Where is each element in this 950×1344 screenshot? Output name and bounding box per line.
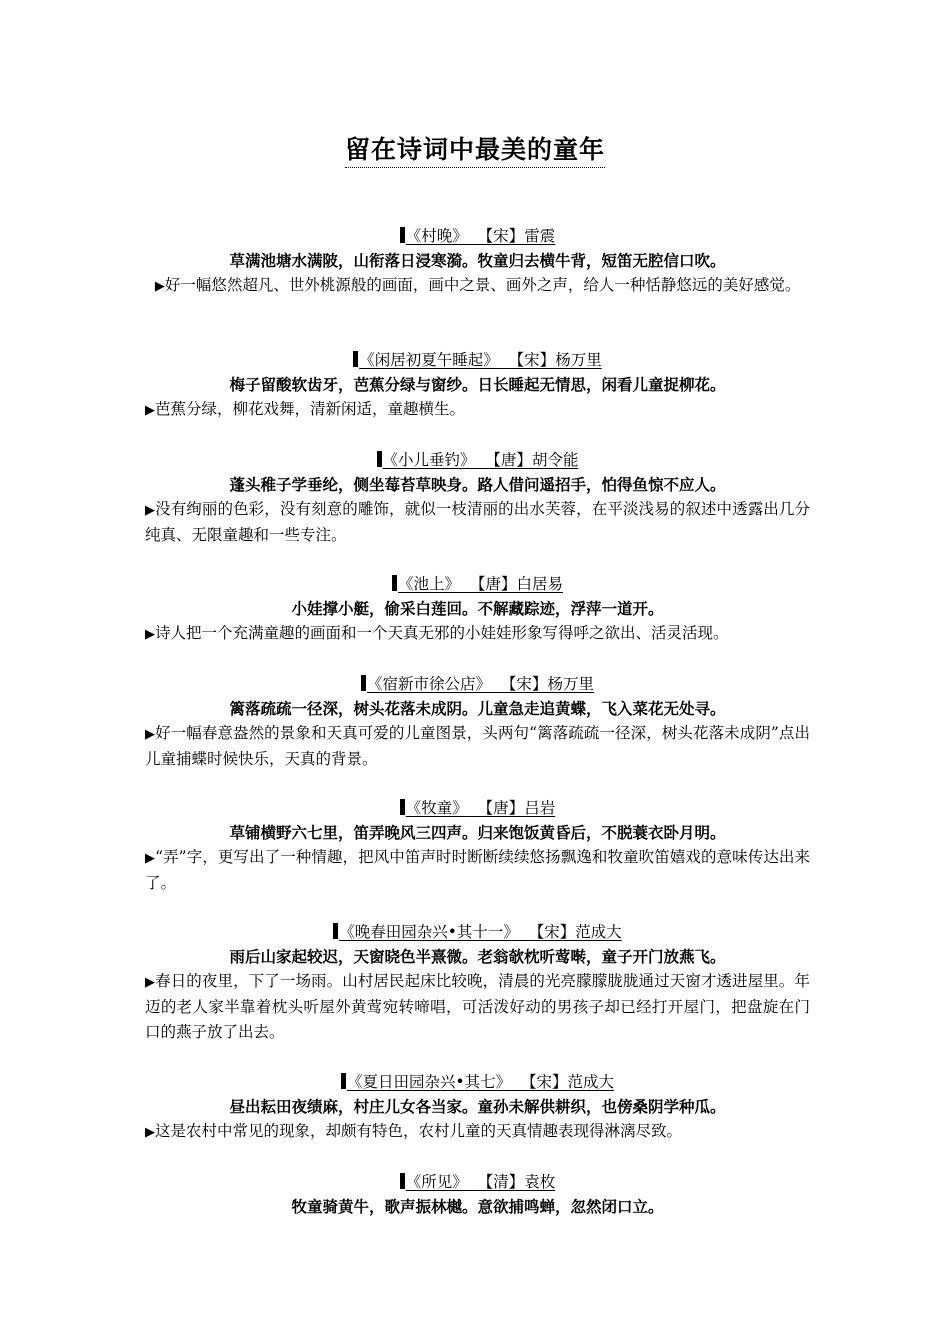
poem-heading bbox=[145, 672, 810, 696]
poem-comment bbox=[145, 273, 810, 299]
heading-bar-icon bbox=[400, 799, 405, 815]
triangle-bullet-icon: ▶ bbox=[145, 403, 155, 418]
poem-title: 《池上》 bbox=[398, 575, 461, 593]
poem-title: 《宿新市徐公店》 bbox=[367, 675, 492, 693]
poem-title: 《小儿垂钓》 bbox=[382, 451, 476, 469]
heading-bar-icon bbox=[400, 1173, 405, 1189]
poem-block bbox=[145, 572, 810, 647]
triangle-bullet-icon: ▶ bbox=[145, 627, 155, 642]
poem-author: 吕岩 bbox=[524, 799, 556, 817]
document-title-text: 留在诗词中最美的童年 bbox=[345, 135, 605, 168]
poem-verse: 雨后山家起较迟，天窗晓色半熹微。老翁欹枕听莺啭，童子开门放燕飞。 bbox=[229, 947, 726, 966]
poem-comment-text: “弄”字，更写出了一种情趣，把风中笛声时时断断续续悠扬飘逸和牧童吹笛嬉戏的意味传达出来了。 bbox=[145, 848, 811, 892]
poem-author: 杨万里 bbox=[547, 675, 594, 693]
triangle-bullet-icon: ▶ bbox=[145, 851, 156, 866]
poem-author: 雷震 bbox=[524, 227, 556, 245]
poem-verse: 昼出耘田夜绩麻，村庄儿女各当家。童孙未解供耕织，也傍桑阴学种瓜。 bbox=[229, 1097, 726, 1116]
poem-heading bbox=[145, 572, 810, 596]
poem-dynasty: 【宋】 bbox=[520, 1073, 568, 1091]
poem-dynasty: 【清】 bbox=[477, 1173, 525, 1191]
poem-dynasty: 【宋】 bbox=[500, 675, 548, 693]
poem-block bbox=[145, 672, 810, 772]
poem-block bbox=[145, 448, 810, 548]
poem-dynasty: 【宋】 bbox=[528, 923, 576, 941]
poem-comment bbox=[145, 969, 810, 1045]
poem-verse: 草铺横野六七里，笛弄晚风三四声。归来饱饭黄昏后，不脱蓑衣卧月明。 bbox=[229, 823, 726, 842]
poem-verse: 梅子留酸软齿牙，芭蕉分绿与窗纱。日长睡起无情思，闲看儿童捉柳花。 bbox=[229, 375, 726, 394]
poem-comment-text: 春日的夜里，下了一场雨。山村居民起床比较晚，清晨的光亮朦朦胧胧通过天窗才透进屋里。年迈的老人家半靠着枕头听屋外黄莺宛转啼唱，可活泼好动的男孩子却已经打开屋门，把盘旋在门口的燕子放了出去。 bbox=[145, 972, 810, 1041]
poem-author: 范成大 bbox=[567, 1073, 615, 1091]
poem-verse: 草满池塘水满陂，山衔落日浸寒漪。牧童归去横牛背，短笛无腔信口吹。 bbox=[229, 251, 726, 270]
heading-bar-icon bbox=[341, 1073, 346, 1089]
poem-heading bbox=[145, 224, 810, 248]
poem-comment bbox=[145, 1119, 810, 1145]
poem-verse: 蓬头稚子学垂纶，侧坐莓苔草映身。路人借问遥招手，怕得鱼惊不应人。 bbox=[229, 475, 726, 494]
poem-verse: 牧童骑黄牛，歌声振林樾。意欲捕鸣蝉，忽然闭口立。 bbox=[291, 1197, 664, 1216]
triangle-bullet-icon: ▶ bbox=[145, 1125, 155, 1140]
poem-heading bbox=[145, 920, 810, 944]
poem-comment bbox=[145, 621, 810, 647]
poem-dynasty: 【唐】 bbox=[485, 451, 532, 469]
poem-verse: 篱落疏疏一径深，树头花落未成阴。儿童急走追黄蝶，飞入菜花无处寻。 bbox=[229, 699, 726, 718]
poem-author: 白居易 bbox=[516, 575, 563, 593]
heading-bar-icon bbox=[333, 923, 338, 939]
poem-comment-text: 好一幅春意盎然的景象和天真可爱的儿童图景，头两句“篱落疏疏一径深，树头花落未成阴”点出儿童捕蝶时候快乐，天真的背景。 bbox=[145, 724, 811, 768]
poem-comment bbox=[145, 497, 810, 548]
poem-author: 范成大 bbox=[575, 923, 622, 941]
poem-heading bbox=[145, 1070, 810, 1094]
poem-author: 杨万里 bbox=[555, 351, 602, 369]
poem-comment-text: 芭蕉分绿，柳花戏舞，清新闲适，童趣横生。 bbox=[155, 400, 466, 418]
poem-heading bbox=[145, 1170, 810, 1194]
poem-heading bbox=[145, 348, 810, 372]
poem-comment bbox=[145, 721, 810, 772]
poem-title: 《村晚》 bbox=[405, 227, 468, 245]
poem-author: 胡令能 bbox=[531, 451, 579, 469]
triangle-bullet-icon: ▶ bbox=[145, 503, 156, 518]
poem-comment-text: 好一幅悠然超凡、世外桃源般的画面，画中之景、画外之声，给人一种恬静悠远的美好感觉。 bbox=[164, 276, 801, 294]
poem-comment bbox=[145, 845, 810, 896]
poem-comment-text: 没有绚丽的色彩，没有刻意的雕饰，就似一枝清丽的出水芙蓉，在平淡浅易的叙述中透露出几分纯真、无限童趣和一些专注。 bbox=[145, 500, 810, 544]
triangle-bullet-icon: ▶ bbox=[154, 279, 165, 294]
poem-title: 《晚春田园杂兴•其十一》 bbox=[339, 923, 519, 941]
poem-dynasty: 【宋】 bbox=[477, 227, 525, 245]
heading-bar-icon bbox=[353, 351, 358, 367]
document-title bbox=[0, 130, 950, 166]
triangle-bullet-icon: ▶ bbox=[145, 727, 156, 742]
poem-author: 袁枚 bbox=[524, 1173, 556, 1191]
heading-bar-icon bbox=[361, 675, 366, 691]
poem-title: 《闲居初夏午睡起》 bbox=[359, 351, 499, 369]
poem-dynasty: 【唐】 bbox=[477, 799, 525, 817]
heading-bar-icon bbox=[400, 227, 405, 243]
poem-block bbox=[145, 920, 810, 1045]
poem-block bbox=[145, 796, 810, 896]
poem-comment-text: 诗人把一个充满童趣的画面和一个天真无邪的小娃娃形象写得呼之欲出、活灵活现。 bbox=[155, 624, 729, 642]
poem-dynasty: 【唐】 bbox=[469, 575, 517, 593]
poem-block bbox=[145, 224, 810, 299]
poem-heading bbox=[145, 796, 810, 820]
heading-bar-icon bbox=[392, 575, 397, 591]
poem-comment-text: 这是农村中常见的现象，却颇有特色，农村儿童的天真情趣表现得淋漓尽致。 bbox=[155, 1122, 683, 1140]
heading-bar-icon bbox=[377, 451, 382, 467]
poem-title: 《所见》 bbox=[405, 1173, 468, 1191]
poem-title: 《牧童》 bbox=[405, 799, 468, 817]
poem-comment bbox=[145, 397, 810, 423]
poem-dynasty: 【宋】 bbox=[508, 351, 556, 369]
poem-title: 《夏日田园杂兴•其七》 bbox=[346, 1073, 512, 1091]
poem-verse: 小娃撑小艇，偷采白莲回。不解藏踪迹，浮萍一道开。 bbox=[291, 599, 664, 618]
poem-heading bbox=[145, 448, 810, 472]
poem-block bbox=[145, 1170, 810, 1219]
triangle-bullet-icon: ▶ bbox=[145, 975, 156, 990]
poem-block bbox=[145, 1070, 810, 1145]
poem-block bbox=[145, 348, 810, 423]
